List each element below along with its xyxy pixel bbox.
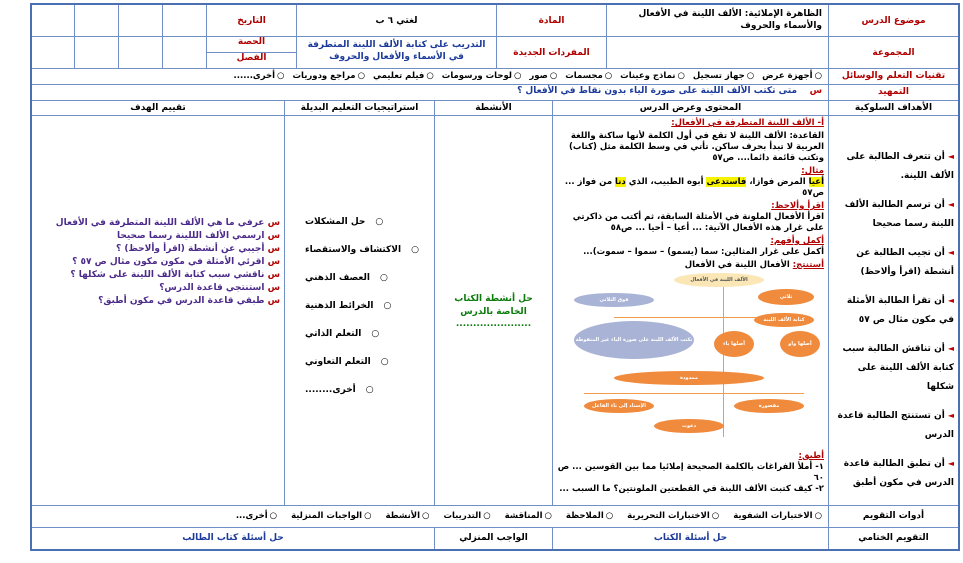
strategy-item — [285, 376, 434, 404]
book-questions: حل أسئلة الكتاب — [653, 533, 728, 543]
content-conclude — [557, 260, 824, 271]
columns-header-row — [32, 101, 958, 116]
strategies-cell — [284, 116, 434, 505]
homework-label-cell — [434, 528, 552, 549]
evaluation-item — [36, 243, 280, 255]
col-content-label: المحتوى وعرض الدرس — [639, 103, 742, 113]
map-node-daawt: دعوت — [654, 419, 724, 433]
tool-option[interactable]: ○ نماذج وعينات — [620, 71, 685, 81]
map-node-mamduda: ممدودة — [614, 371, 764, 385]
tools-row — [32, 69, 958, 85]
content-apply — [557, 451, 824, 495]
strategy-label: العصف الذهني — [305, 273, 370, 283]
subject-label-cell — [496, 5, 606, 36]
eval-prefix: س — [267, 244, 280, 254]
col-strategies-label: استراتيجيات التعليم البديلة — [300, 103, 419, 113]
evaluation-item — [36, 256, 280, 268]
topic-label-cell — [828, 5, 958, 36]
intro-prefix: س — [809, 86, 822, 96]
example-text-3: من فواز ... ص٥٧ — [564, 177, 824, 198]
content-complete — [557, 236, 824, 258]
intro-label-cell — [828, 85, 958, 100]
strategy-item — [285, 292, 434, 320]
strategy-bullet-icon[interactable]: ○ — [365, 385, 374, 395]
assessment-label: أدوات التقويم — [862, 511, 925, 521]
evaluation-item — [36, 269, 280, 281]
book-questions-cell — [552, 528, 828, 549]
assessment-option[interactable]: ○ أخرى... — [236, 511, 277, 521]
eval-prefix: س — [267, 296, 280, 306]
topic-value-cell — [606, 5, 828, 36]
strategy-item — [285, 264, 434, 292]
subject-label: المادة — [538, 15, 565, 26]
activities-text: حل أنشطة الكتاب الخاصة بالدرس — [454, 293, 533, 317]
evaluation-item — [36, 230, 280, 242]
objective-item: ◄ أن تناقش الطالبة سبب كتابة الألف اللينة على شكلها — [831, 339, 954, 397]
example-text-2: أبوه الطبيب، الذي — [625, 177, 707, 187]
strategy-label: التعلم التعاوني — [305, 357, 371, 367]
apply-head: أطبق: — [798, 451, 824, 461]
example-word-1: أعيا — [808, 177, 824, 187]
col-content-header — [552, 101, 828, 115]
strategy-bullet-icon[interactable]: ○ — [379, 273, 388, 283]
strategy-bullet-icon[interactable]: ○ — [411, 245, 419, 255]
group-value-cell — [606, 37, 828, 68]
final-label-cell — [828, 528, 958, 549]
lesson-plan — [30, 3, 960, 551]
assessment-options-list — [32, 509, 828, 523]
eval-text: ناقشي سبب كتابة الألف اللينة على شكلها ؟ — [70, 270, 265, 280]
homework-label: الواجب المنزلي — [459, 533, 528, 543]
tool-option[interactable]: ○ فيلم تعليمي — [373, 71, 434, 81]
assessment-option[interactable]: ○ المناقشة — [505, 511, 552, 521]
date-cell-1 — [162, 5, 206, 36]
class-label-box — [207, 53, 296, 63]
objective-item: ◄ أن تطبق الطالبة قاعدة الدرس في مكون أطبق — [831, 454, 954, 493]
tools-label-cell — [828, 69, 958, 84]
subject-value: لغتي ٦ ب — [375, 15, 418, 26]
group-label: المجموعة — [872, 47, 915, 58]
assessment-label-cell — [828, 506, 958, 527]
eval-prefix: س — [267, 218, 280, 228]
evaluation-item — [36, 295, 280, 307]
final-label: التقويم الختامي — [858, 533, 929, 543]
eval-text: عرفي ما هي الألف اللينة المتطرفة في الأفعال — [55, 218, 265, 228]
apply-item: ٢- كيف كتبت الألف اللينة في القطعتين الملونتين؟ ما السبب ... — [559, 484, 824, 494]
col-objectives-label: الأهداف السلوكية — [854, 103, 933, 113]
read-head: اقرأ وألاحظ: — [771, 201, 824, 211]
strategy-label: حل المشكلات — [305, 217, 366, 227]
date-cell-3 — [74, 5, 118, 36]
eval-text: ارسمي الألف الللينة رسما صحيحا — [116, 231, 265, 241]
final-row — [32, 528, 958, 549]
map-node-waw: أصلها واو — [780, 331, 820, 357]
tool-option[interactable]: ○ جهاز تسجيل — [693, 71, 754, 81]
example-word-3: دنا — [615, 177, 626, 187]
topic-label: موضوع الدرس — [861, 15, 926, 26]
strategy-label: الاكتشاف والاستقصاء — [305, 245, 402, 255]
evaluation-item — [36, 217, 280, 229]
date-label: التاريخ — [237, 15, 266, 26]
content-read — [557, 201, 824, 234]
assessment-option[interactable]: ○ الأنشطة — [386, 511, 430, 521]
date-label-cell — [206, 5, 296, 36]
map-node-writing: كتابة الألف اللينة — [754, 313, 814, 327]
eval-prefix: س — [267, 283, 280, 293]
strategy-item — [285, 320, 434, 348]
map-trunk — [723, 287, 724, 437]
strategy-label: الخرائط الذهنية — [305, 301, 374, 311]
period-label: الحصة — [237, 37, 266, 47]
content-cell — [552, 116, 828, 505]
strategy-item — [285, 236, 434, 264]
map-node-above-three: فوق الثلاثي — [574, 293, 654, 307]
example-text-1: المرض فوازا، — [746, 177, 809, 187]
mind-map — [557, 273, 824, 449]
strategy-item — [285, 348, 434, 376]
col-strategies-header — [284, 101, 434, 115]
content-rule: القاعدة: الألف اللينة لا تقع في أول الكلمة لأنها ساكنة واللغة العربية لا تبدأ بحرف ساكن. تأتي في وسط الكلمة مثل (كتاب) وتكتب قائمة دائما.... ص٥٧ — [569, 131, 824, 163]
assessment-option[interactable]: ○ التدريبات — [443, 511, 490, 521]
map-node-tafa: الإسناد إلى تاء الفاعل — [584, 399, 654, 413]
map-node-ya: أصلها ياء — [714, 331, 754, 357]
col-evaluation-label: تقييم الهدف — [130, 103, 186, 113]
eval-text: أجيبي عن أنشطة (اقرأ وألاحظ) ؟ — [116, 244, 265, 254]
strategy-label: التعلم الذاتي — [305, 329, 362, 339]
strategy-label: أخرى........ — [305, 385, 356, 395]
eval-text: اقرئي الأمثلة في مكون مكون مثال ص ٥٧ ؟ — [72, 257, 265, 267]
vocab-label: المفردات الجديدة — [513, 47, 590, 58]
period-cell-4 — [30, 37, 74, 68]
objective-item: ◄ أن ترسم الطالبة الألف اللينة رسما صحيحا — [831, 195, 954, 234]
evaluation-cell — [32, 116, 284, 505]
date-cell-2 — [118, 5, 162, 36]
header-row-1 — [32, 5, 958, 37]
class-label: الفصل — [236, 53, 267, 63]
header-row-2 — [32, 37, 958, 69]
read-text: اقرأ الأفعال الملونة في الأمثلة السابقة، ثم أكتب من ذاكرتي على غرار هذه الأفعال الآتية: ... أعيا – أحيا ... ص٥٨ — [572, 212, 824, 233]
strategy-bullet-icon[interactable]: ○ — [375, 217, 384, 227]
example-word-2: فاستدعى — [706, 177, 747, 187]
period-label-box — [207, 37, 296, 53]
intro-question: متى تكتب الألف اللينة على صورة الياء بدون نقاط في الأفعال ؟ — [517, 86, 798, 96]
objective-item: ◄ أن تستنتج الطالبة قاعدة الدرس — [831, 406, 954, 445]
topic-value: الظاهرة الإملائية: الألف اللينة في الأفعال والأسماء والحروف — [638, 9, 822, 31]
example-head: مثال: — [801, 166, 824, 176]
objective-item: ◄ أن تجيب الطالبة عن أنشطة (اقرأ وألاحظ) — [831, 243, 954, 282]
period-cell-3 — [74, 37, 118, 68]
strategy-bullet-icon[interactable]: ○ — [380, 357, 389, 367]
student-book: حل أسئلة كتاب الطالب — [182, 533, 284, 543]
col-activities-header — [434, 101, 552, 115]
assessment-option[interactable]: ○ الواجبات المنزلية — [291, 511, 371, 521]
tools-options-list — [32, 69, 828, 83]
content-example — [557, 166, 824, 199]
conclude-text: الأفعال اللينة في الأفعال — [684, 260, 790, 270]
tool-option[interactable]: ○ أخرى...... — [234, 71, 285, 81]
objectives-cell — [828, 116, 958, 505]
content-title: أ- الألف اللينة المتطرفة في الأفعال: — [671, 118, 824, 128]
eval-text: طبقي قاعدة الدرس في مكون أطبق؟ — [98, 296, 265, 306]
vocab-value: التدريب على كتابة الألف اللينة المتطرفة في الأسماء والأفعال والحروف — [307, 40, 486, 62]
subject-value-cell — [296, 5, 496, 36]
tools-options — [32, 69, 828, 84]
vocab-label-cell — [496, 37, 606, 68]
tool-option[interactable]: ○ مجسمات — [565, 71, 612, 81]
map-node-three: ثلاثي — [758, 289, 814, 305]
date-cell-4 — [30, 5, 74, 36]
tool-option[interactable]: ○ لوحات ورسومات — [442, 71, 522, 81]
map-node-root: الألف اللينة في الأفعال — [674, 273, 764, 287]
apply-item: ١- أملأ الفراغات بالكلمة الصحيحة إملائيا مما بين القوسين ... ص ٦٠ — [557, 462, 824, 483]
conclude-head: أستنتج: — [792, 260, 824, 270]
map-node-rule: تكتب الألف اللينة على صورة الياء غير المنقوطة — [574, 321, 694, 359]
eval-text: استنتجي قاعدة الدرس؟ — [159, 283, 265, 293]
period-cell-1 — [162, 37, 206, 68]
col-activities-label: الأنشطة — [475, 103, 512, 113]
strategy-bullet-icon[interactable]: ○ — [383, 301, 392, 311]
intro-label: التمهيد — [878, 87, 909, 97]
strategy-bullet-icon[interactable]: ○ — [371, 329, 380, 339]
intro-question-cell — [32, 85, 828, 100]
map-branch-line-2 — [584, 393, 804, 394]
complete-head: أكمل وأفهم: — [770, 236, 824, 246]
vocab-value-cell — [296, 37, 496, 68]
objective-item: ◄ أن تقرأ الطالبة الأمثلة في مكون مثال ص ٥٧ — [831, 291, 954, 330]
main-body-row — [32, 116, 958, 506]
tool-option[interactable]: ○ مراجع ودوريات — [292, 71, 365, 81]
student-book-cell — [32, 528, 434, 549]
map-node-maqsura: مقصورة — [734, 399, 804, 413]
tools-label: تقنيات التعلم والوسائل — [841, 71, 946, 81]
period-cell-2 — [118, 37, 162, 68]
assessment-options — [32, 506, 828, 527]
objective-item: ◄ أن تتعرف الطالبة على الألف اللينة. — [831, 147, 954, 186]
tool-option[interactable]: ○ صور — [529, 71, 557, 81]
tool-option[interactable]: ○ أجهزة عرض — [762, 71, 822, 81]
eval-prefix: س — [267, 231, 280, 241]
col-objectives-header — [828, 101, 958, 115]
complete-text: أكمل على غرار المثالين: سما (يسمو) – سموا – سموت)... — [583, 247, 824, 257]
assessment-option[interactable]: ○ الاختبارات التحريرية — [627, 511, 719, 521]
activities-dots: ...................... — [455, 318, 532, 329]
assessment-option[interactable]: ○ الاختبارات الشفوية — [733, 511, 822, 521]
assessment-row — [32, 506, 958, 528]
assessment-option[interactable]: ○ الملاحظة — [566, 511, 613, 521]
intro-row — [32, 85, 958, 101]
eval-prefix: س — [267, 257, 280, 267]
evaluation-item — [36, 282, 280, 294]
group-label-cell — [828, 37, 958, 68]
strategy-item — [285, 208, 434, 236]
col-evaluation-header — [32, 101, 284, 115]
eval-prefix: س — [267, 270, 280, 280]
period-class-labels — [206, 37, 296, 68]
activities-cell — [434, 116, 552, 505]
